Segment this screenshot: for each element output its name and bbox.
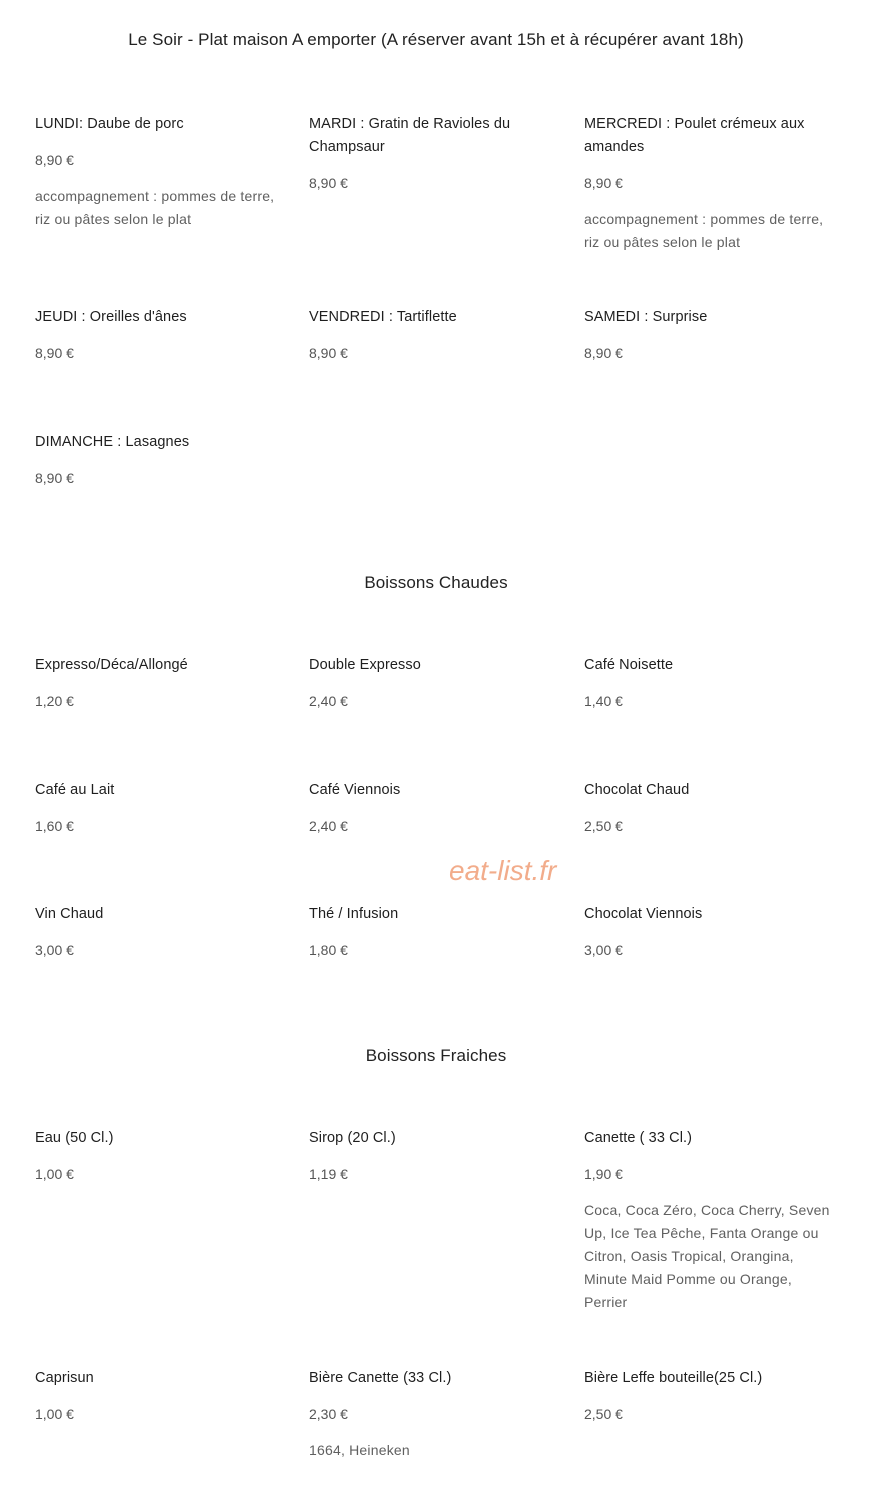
item-name: Bière Canette (33 Cl.)	[309, 1370, 452, 1386]
item-description: accompagnement : pommes de terre, riz ou pâtes selon le plat	[35, 188, 275, 227]
menu-item-chocolat-viennois	[584, 903, 824, 960]
item-price: 1,00 €	[35, 1166, 74, 1182]
item-price: 8,90 €	[584, 345, 623, 361]
menu-item-dimanche	[35, 431, 275, 488]
menu-item-canette	[584, 1127, 839, 1314]
item-name: Chocolat Chaud	[584, 782, 690, 798]
item-name: Sirop (20 Cl.)	[309, 1130, 396, 1146]
item-price: 3,00 €	[584, 942, 623, 958]
item-name: Double Expresso	[309, 657, 421, 673]
menu-item-biere-canette	[309, 1367, 549, 1462]
menu-item-cafe-viennois	[309, 779, 549, 836]
menu-item-caprisun	[35, 1367, 275, 1424]
menu-item-cafe-noisette	[584, 654, 824, 711]
item-price: 3,00 €	[35, 942, 74, 958]
menu-item-biere-leffe	[584, 1367, 824, 1424]
menu-item-eau	[35, 1127, 275, 1184]
menu-item-jeudi	[35, 306, 275, 363]
item-name: Expresso/Déca/Allongé	[35, 657, 188, 673]
item-description: accompagnement : pommes de terre, riz ou pâtes selon le plat	[584, 211, 824, 250]
section-title-boissons-fraiches: Boissons Fraiches	[365, 1046, 507, 1065]
menu-item-vendredi	[309, 306, 549, 363]
menu-item-the-infusion	[309, 903, 549, 960]
item-price: 8,90 €	[309, 345, 348, 361]
item-price: 2,50 €	[584, 1406, 623, 1422]
menu-item-chocolat-chaud	[584, 779, 824, 836]
item-description: 1664, Heineken	[309, 1442, 410, 1458]
menu-item-double-expresso	[309, 654, 549, 711]
item-price: 1,19 €	[309, 1166, 348, 1182]
item-price: 1,20 €	[35, 693, 74, 709]
item-name: Chocolat Viennois	[584, 906, 703, 922]
watermark-logo: eat-list.fr	[449, 855, 557, 886]
item-name: Café Viennois	[309, 782, 401, 798]
item-name: VENDREDI : Tartiflette	[309, 309, 457, 325]
item-price: 8,90 €	[309, 175, 348, 191]
item-price: 1,90 €	[584, 1166, 623, 1182]
item-name: Thé / Infusion	[309, 906, 399, 922]
item-price: 2,40 €	[309, 818, 348, 834]
section-title-boissons-chaudes: Boissons Chaudes	[364, 573, 508, 592]
item-name: Café Noisette	[584, 657, 674, 673]
menu-item-mercredi	[584, 113, 824, 254]
item-name: Eau (50 Cl.)	[35, 1130, 114, 1146]
item-description: Coca, Coca Zéro, Coca Cherry, Seven Up, Ice Tea Pêche, Fanta Orange ou Citron, Oasis Tropical, Orangina, Minute Maid Pomme ou Orange, Perrier	[584, 1202, 830, 1310]
item-name: LUNDI: Daube de porc	[35, 116, 184, 132]
item-name: Bière Leffe bouteille(25 Cl.)	[584, 1370, 763, 1386]
item-name: DIMANCHE : Lasagnes	[35, 434, 190, 450]
item-name: Café au Lait	[35, 782, 115, 798]
item-price: 2,30 €	[309, 1406, 348, 1422]
item-price: 2,40 €	[309, 693, 348, 709]
item-name: Caprisun	[35, 1370, 94, 1386]
item-name: Canette ( 33 Cl.)	[584, 1130, 693, 1146]
item-price: 8,90 €	[35, 152, 74, 168]
menu-item-sirop	[309, 1127, 549, 1184]
item-price: 8,90 €	[35, 345, 74, 361]
menu-item-vin-chaud	[35, 903, 275, 960]
item-price: 8,90 €	[35, 470, 74, 486]
menu-item-mardi	[309, 113, 539, 193]
item-name: SAMEDI : Surprise	[584, 309, 708, 325]
item-price: 8,90 €	[584, 175, 623, 191]
menu-item-samedi	[584, 306, 824, 363]
menu-item-expresso	[35, 654, 275, 711]
section-title-plat-maison: Le Soir - Plat maison A emporter (A réserver avant 15h et à récupérer avant 18h)	[128, 30, 744, 49]
item-price: 1,60 €	[35, 818, 74, 834]
item-name: Vin Chaud	[35, 906, 104, 922]
item-price: 2,50 €	[584, 818, 623, 834]
item-name: MERCREDI : Poulet crémeux aux amandes	[584, 116, 805, 155]
item-price: 1,00 €	[35, 1406, 74, 1422]
menu-item-cafe-au-lait	[35, 779, 275, 836]
item-price: 1,80 €	[309, 942, 348, 958]
menu-item-lundi	[35, 113, 275, 231]
item-price: 1,40 €	[584, 693, 623, 709]
item-name: JEUDI : Oreilles d'ânes	[35, 309, 187, 325]
item-name: MARDI : Gratin de Ravioles du Champsaur	[309, 116, 511, 155]
